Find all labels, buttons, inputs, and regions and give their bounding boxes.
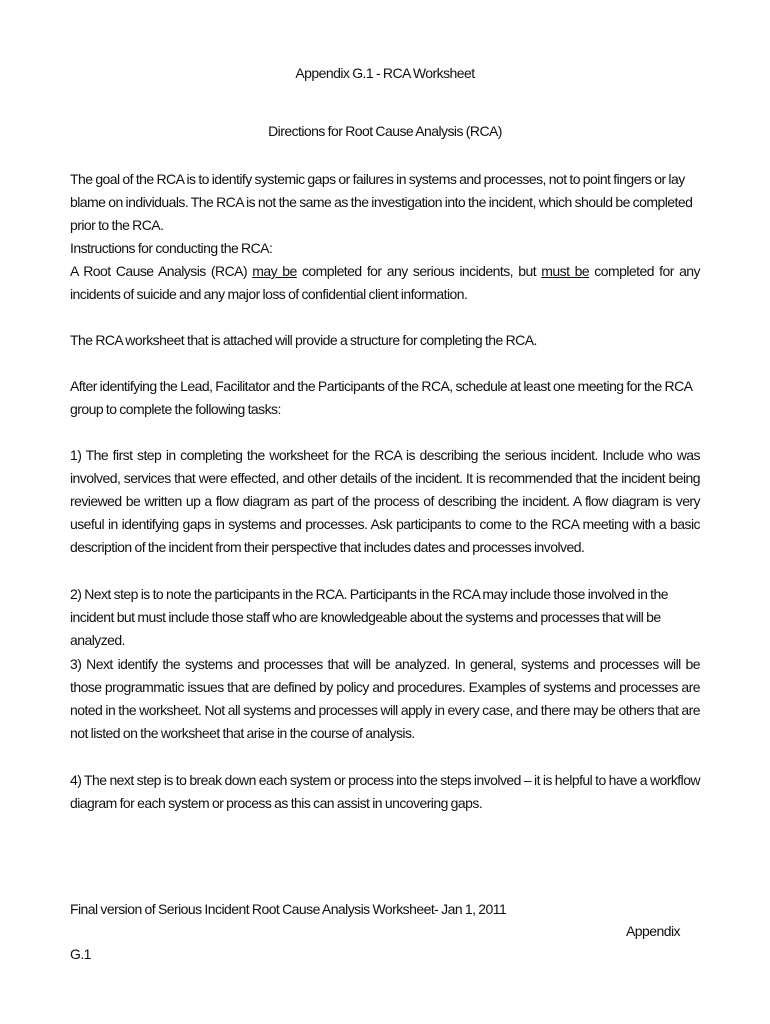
instructions-text-2: completed for any serious incidents, but [296, 263, 542, 279]
instructions-paragraph [70, 260, 700, 306]
instructions-block [70, 237, 700, 306]
instructions-text-1: A Root Cause Analysis (RCA) [70, 263, 253, 279]
step-1-paragraph: 1) The first step in completing the worksheet for the RCA is describing the serious incident. Include who was involved, services that were effected, and other details of the incident. It is recommended that the incident being reviewed be written up a flow diagram as part of the process of describing the incident. A flow diagram is very useful in identifying gaps in systems and processes. Ask participants to come to the RCA meeting with a basic description of the incident from their perspective that includes dates and processes involved. [70, 447, 700, 555]
after-identifying-paragraph: After identifying the Lead, Facilitator and the Participants of the RCA, schedule at least one meeting for the RCA group to complete the following tasks: [70, 378, 692, 417]
worksheet-note-paragraph: The RCA worksheet that is attached will provide a structure for completing the RCA. [70, 332, 537, 348]
step-2-paragraph: 2) Next step is to note the participants in the RCA. Participants in the RCA may include those involved in the incident but must include those staff who are knowledgeable about the systems and processes that will be analyzed. [70, 586, 668, 648]
may-be-underlined: may be [252, 263, 297, 279]
step-4-paragraph: 4) The next step is to break down each system or process into the steps involved – it is helpful to have a workflow diagram for each system or process as this can assist in uncovering gaps. [70, 772, 700, 811]
directions-heading: Directions for Root Cause Analysis (RCA) [268, 123, 502, 139]
step-3-paragraph: 3) Next identify the systems and processes that will be analyzed. In general, systems and processes will be those programmatic issues that are defined by policy and procedures. Examples of systems and processes are noted in the worksheet. Not all systems and processes will apply in every case, and there may be others that are not listed on the worksheet that arise in the course of analysis. [70, 656, 700, 741]
footer-g1: G.1 [70, 946, 91, 962]
footer-appendix: Appendix [626, 923, 680, 939]
goal-paragraph: The goal of the RCA is to identify systemic gaps or failures in systems and processes, not to point fingers or lay blame on individuals. The RCA is not the same as the investigation into the incident, which should be completed prior to the RCA. [70, 171, 693, 233]
must-be-underlined: must be [541, 263, 590, 279]
document-title: Appendix G.1 - RCA Worksheet [295, 65, 475, 81]
instructions-heading: Instructions for conducting the RCA: [70, 240, 273, 256]
footer-version: Final version of Serious Incident Root Cause Analysis Worksheet- Jan 1, 2011 [70, 901, 507, 917]
instructions-text-3: completed for any incidents of suicide and any major loss of confidential client information. [70, 263, 700, 302]
